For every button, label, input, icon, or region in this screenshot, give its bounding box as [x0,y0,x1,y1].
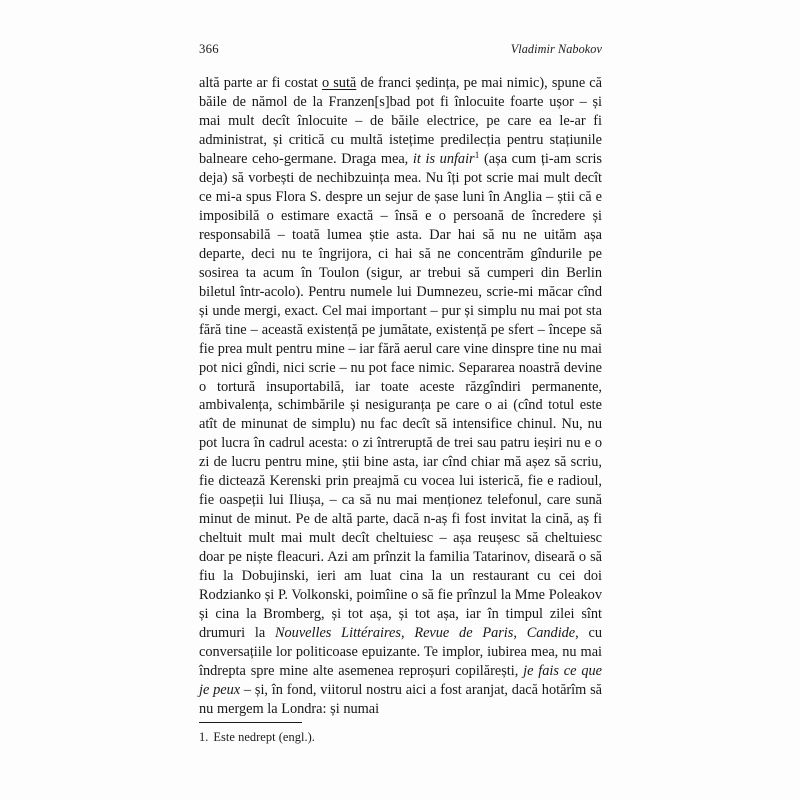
separator-2: , [513,625,527,642]
page-number: 366 [199,42,219,56]
footnote-reference-marker[interactable]: 1 [474,150,480,161]
underlined-phrase: o sută [321,75,357,91]
footnote-zone [199,722,602,745]
text-segment-4: , cu conversațiile lor politicoase epuizante. Te implor, iubirea mea, nu mai îndrepta spre mine alte asemenea reproșuri copilărești, [199,625,603,680]
italic-phrase-unfair: it is unfair [412,150,475,167]
footnote-number: 1. [199,730,209,744]
italic-journal-nouvelles-litteraires: Nouvelles Littéraires [274,625,401,642]
footnote-entry [199,730,602,745]
running-head-title: Vladimir Nabokov [510,42,602,56]
body-text-block [199,74,602,719]
italic-journal-revue-de-paris: Revue de Paris [414,625,514,642]
text-segment-2: de franci ședința, pe mai nimic), spune că băile de nămol de la Franzen[s]bad pot fi înlocuite foarte ușor – și mai mult decît înlocuite – de băile electrice, pe care ea le-ar fi administrat, și critică cu multă istețime predilecția pentru stațiunile balneare ceho-germane. Draga mea, [199,75,602,167]
text-segment-5: – și, în fond, viitorul nostru aici a fost aranjat, dacă hotărîm să nu mergem la Londra: și numai [199,682,602,717]
text-segment-1: altă parte ar fi costat [199,75,322,91]
text-segment-3: (așa cum ți-am scris deja) să vorbești de nechibzuința mea. Nu îți pot scrie mai mult decît ce mi-a spus Flora S. despre un sejur de șase luni în Anglia – știi că e imposibilă o estimare exactă – însă e o persoană de încredere și responsabilă – toată lumea știe asta. Dar hai să nu ne uităm așa departe, deci nu te îngrijora, ci hai să ne concentrăm gîndurile pe sosirea ta acum în Toulon (sigur, ar trebui să cumperi din Berlin biletul într-acolo). Pentru numele lui Dumnezeu, scrie-mi măcar cînd și unde mergi, exact. Cel mai important – pur și simplu nu mai pot sta fără tine – această existență pe jumătate, existență pe sfert – începe să fie prea mult pentru mine – iar fără aerul care vine dinspre tine nu mai pot nici gîndi, nici scrie – nu pot face nimic. Separarea noastră devine o tortură insuportabilă, iar toate aceste răzgîndiri permanente, ambivalența, schimbările și nesiguranța pe care o ai (cînd totul este atît de minunat de simplu) nu fac decît să intensifice chinul. Nu, nu pot lucra în cadrul acesta: o zi întreruptă de trei sau patru ieșiri nu e o zi de lucru pentru mine, știi bine asta, iar cînd chiar mă așez să scriu, fie dictează Kerenski prin preajmă cu vocea lui isterică, fie e radioul, fie oaspeții lui Iliușa, – ca să nu mai menționez telefonul, care sună minut de minut. Pe de altă parte, dacă n-aș fi fost invitat la cină, aș fi cheltuit mult mai mult decît cheltuiesc – așa reușesc să cheltuiesc doar pe niște fleacuri. Azi am prînzit la familia Tatarinov, diseară o să fiu la Dobujinski, ieri am luat cina la un restaurant cu cei doi Rodzianko și P. Volkonski, poimîine o să fie prînzul la Mme Poleakov și cina la Bromberg, și tot așa, și tot așa, iar în timpul zilei sînt drumuri la [199,150,603,642]
footnote-text: Este nedrept (engl.). [213,730,315,744]
italic-journal-candide: Candide [526,625,576,642]
italic-phrase-french: je fais ce que je peux [199,663,603,698]
footnote-separator-rule [199,722,302,723]
running-head [199,43,602,56]
separator-1: , [400,625,415,642]
body-paragraph [199,74,602,719]
